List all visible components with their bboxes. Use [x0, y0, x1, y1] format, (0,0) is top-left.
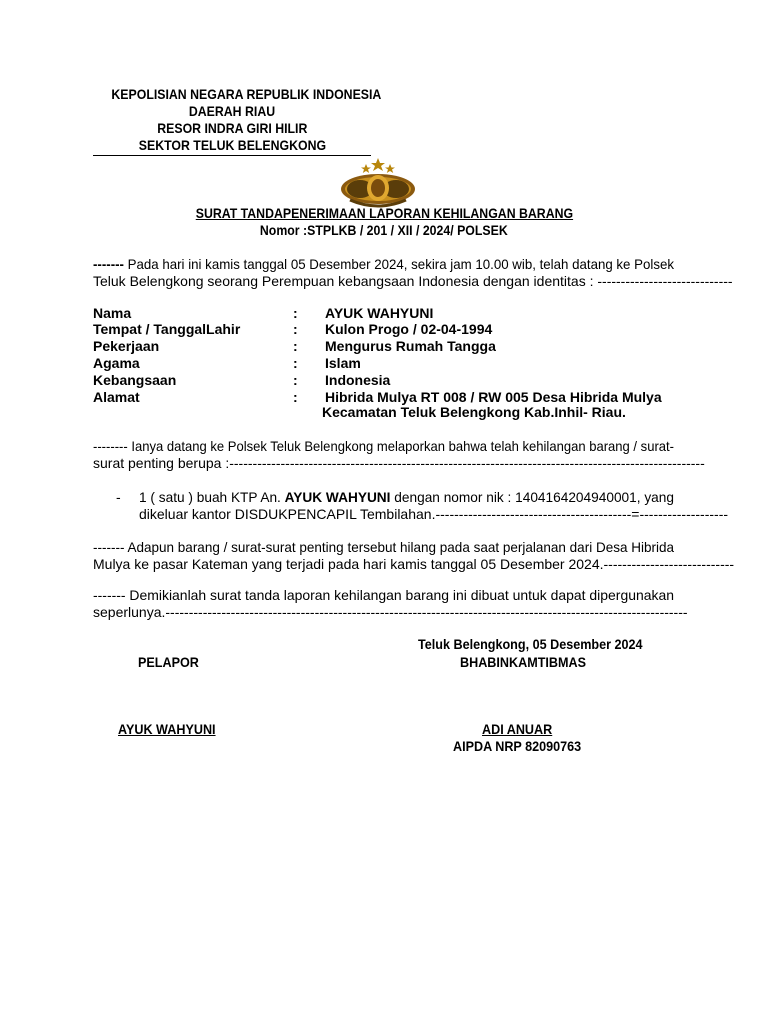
letterhead-line-2: DAERAH RIAU [188, 103, 276, 119]
closing-line-2: seperlunya. [93, 603, 166, 620]
closing-line-1: ------- Demikianlah surat tanda laporan kehilangan barang ini dibuat untuk dapat dipergunakan [93, 587, 674, 603]
letterhead [93, 86, 382, 154]
letterhead-rule [93, 155, 371, 156]
officer-rank: AIPDA NRP 82090763 [453, 738, 582, 754]
letterhead-line-3: RESOR INDRA GIRI HILIR [156, 120, 308, 136]
intro-lead: ------- Pada hari ini kamis tanggal 05 Desember 2024, sekira jam 10.00 wib, telah datang ke Polsek [93, 256, 674, 272]
report-paragraph [93, 438, 705, 471]
closing-paragraph [93, 587, 688, 620]
place-date: Teluk Belengkong, 05 Desember 2024 [418, 636, 643, 652]
letterhead-line-4: SEKTOR TELUK BELENGKONG [138, 137, 326, 153]
loss-trail: ---------------------------- [603, 555, 735, 572]
letterhead-line-1: KEPOLISIAN NEGARA REPUBLIK INDONESIA [111, 86, 382, 102]
document-title: SURAT TANDAPENERIMAAN LAPORAN KEHILANGAN BARANG [195, 205, 573, 221]
officer-name: ADI ANUAR [482, 721, 553, 737]
item-line-2: dikeluar kantor DISDUKPENCAPIL Tembilahan.------------------------------------------=------------------- [139, 505, 729, 522]
item-line-1: 1 ( satu ) buah KTP An. AYUK WAHYUNI dengan nomor nik : 1404164204940001, yang [139, 489, 674, 505]
loss-line-1: ------- Adapun barang / surat-surat penting tersebut hilang pada saat perjalanan dari Desa Hibrida [93, 539, 674, 555]
closing-trail: ---------------------------------------------------------------------------------------------------------------- [165, 603, 688, 620]
reporter-role: PELAPOR [138, 654, 199, 670]
document-number: Nomor :STPLKB / 201 / XII / 2024/ POLSEK [260, 222, 508, 238]
reporter-name: AYUK WAHYUNI [118, 721, 216, 737]
intro-line-2: Teluk Belengkong seorang Perempuan kebangsaan Indonesia dengan identitas : [93, 272, 594, 289]
police-emblem-icon [338, 156, 418, 210]
officer-role: BHABINKAMTIBMAS [460, 654, 586, 670]
report-line-2: surat penting berupa : [93, 454, 230, 471]
report-trail: ------------------------------------------------------------------------------------------------------ [229, 454, 705, 471]
intro-trail: ----------------------------- [597, 272, 733, 289]
item-bullet: - [116, 489, 121, 505]
loss-line-2: Mulya ke pasar Kateman yang terjadi pada hari kamis tanggal 05 Desember 2024. [93, 555, 604, 572]
report-line-1: -------- Ianya datang ke Polsek Teluk Belengkong melaporkan bahwa telah kehilangan barang / surat- [93, 438, 674, 454]
intro-paragraph [93, 256, 733, 289]
loss-paragraph [93, 539, 735, 572]
item-paragraph [139, 489, 729, 522]
